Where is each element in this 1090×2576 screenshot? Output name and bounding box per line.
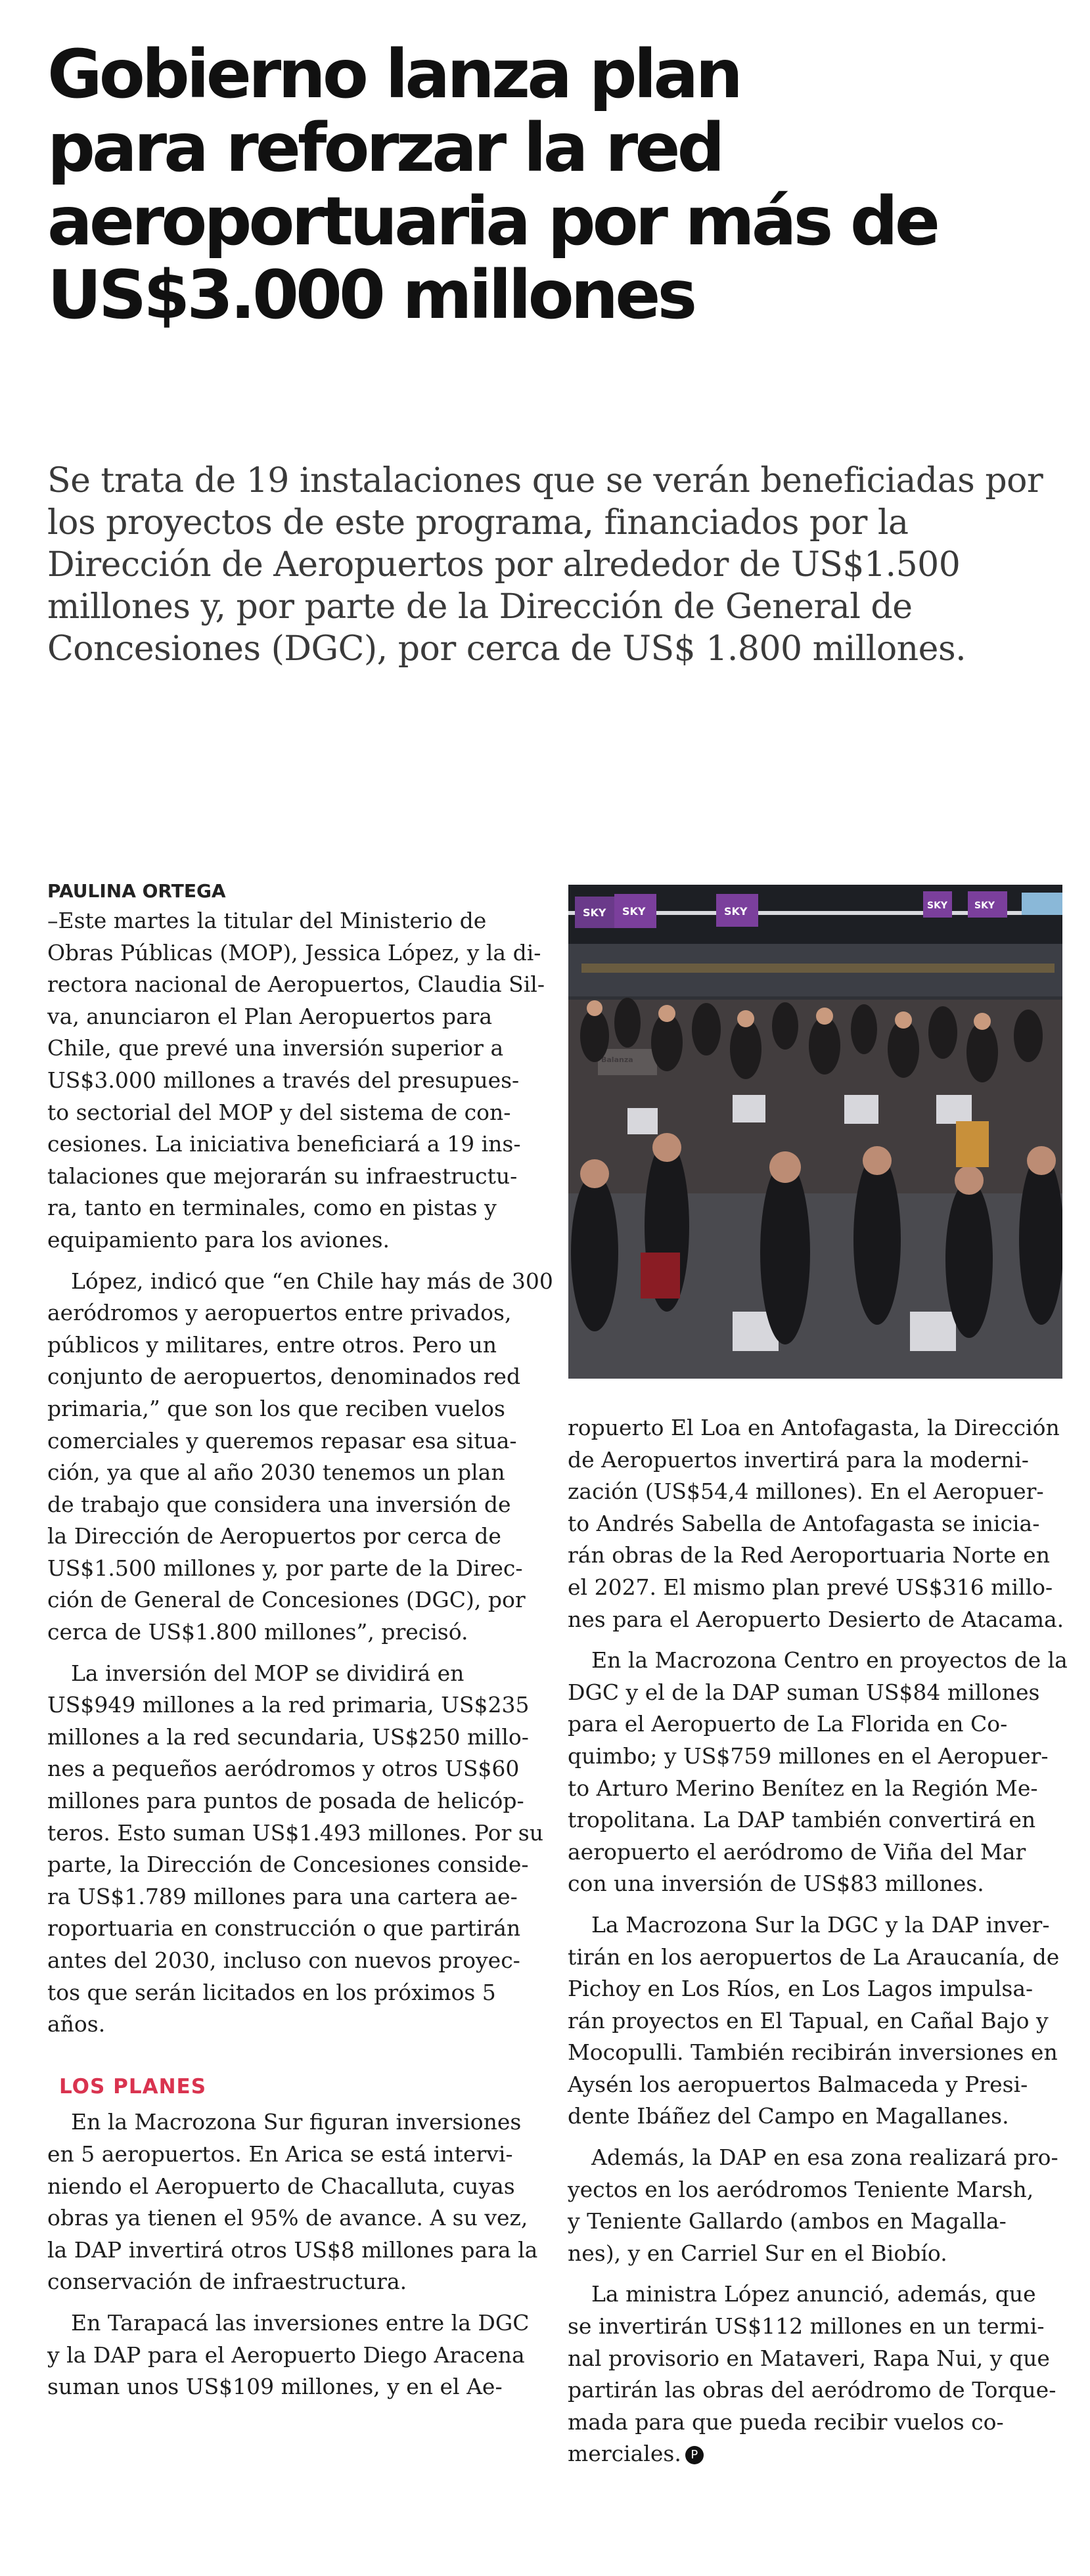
text-line: rán obras de la Red Aeroportuaria Norte en bbox=[568, 1542, 1050, 1568]
left-column bbox=[47, 905, 553, 2403]
text-line: rectora nacional de Aeropuertos, Claudia Sil- bbox=[47, 971, 545, 998]
text-line: va, anunciaron el Plan Aeropuertos para bbox=[47, 1003, 493, 1029]
text-line: rán proyectos en El Tapual, en Cañal Bajo y bbox=[568, 2007, 1049, 2033]
text-line-text: merciales. bbox=[568, 2441, 681, 2467]
text-line: Aysén los aeropuertos Balmaceda y Presi- bbox=[568, 2071, 1028, 2097]
text-line: Chile, que prevé una inversión superior a bbox=[47, 1035, 504, 1061]
text-line: quimbo; y US$759 millones en el Aeropuer- bbox=[568, 1743, 1049, 1769]
text-line-last bbox=[568, 2438, 1067, 2470]
text-line: y Teniente Gallardo (ambos en Magalla- bbox=[568, 2208, 1007, 2234]
paragraph bbox=[568, 1412, 1067, 1635]
text-line: con una inversión de US$83 millones. bbox=[568, 1871, 984, 1897]
text-line: nal provisorio en Mataveri, Rapa Nui, y que bbox=[568, 2345, 1050, 2371]
airport-terminal-illustration bbox=[568, 885, 1062, 1379]
text-line: aeropuerto el aeródromo de Viña del Mar bbox=[568, 1838, 1026, 1865]
text-line: Pichoy en Los Ríos, en Los Lagos impulsa- bbox=[568, 1976, 1033, 2002]
text-line: primaria,” que son los que reciben vuelos bbox=[47, 1395, 505, 1421]
paragraph bbox=[47, 2307, 547, 2403]
text-line: se invertirán US$112 millones en un termi- bbox=[568, 2313, 1045, 2340]
text-line: niendo el Aeropuerto de Chacalluta, cuyas bbox=[47, 2173, 515, 2199]
sign-text: SKY bbox=[724, 905, 748, 918]
text-line: Además, la DAP en esa zona realizará pro- bbox=[591, 2144, 1058, 2171]
text-line: to sectorial del MOP y del sistema de con- bbox=[47, 1099, 511, 1125]
text-line: públicos y militares, entre otros. Pero un bbox=[47, 1331, 497, 1358]
text-line: US$1.500 millones y, por parte de la Direc- bbox=[47, 1555, 523, 1581]
text-line: de trabajo que considera una inversión de bbox=[47, 1491, 511, 1517]
text-line: antes del 2030, incluso con nuevos proyec- bbox=[47, 1947, 520, 1973]
text-line: ción, ya que al año 2030 tenemos un plan bbox=[47, 1459, 505, 1486]
text-line: En la Macrozona Sur figuran inversiones bbox=[71, 2109, 522, 2135]
headline-line: Gobierno lanza plan bbox=[47, 35, 740, 114]
paragraph bbox=[47, 905, 547, 1256]
text-line: años. bbox=[47, 2011, 106, 2037]
text-line: cesiones. La iniciativa beneficiará a 19 ins- bbox=[47, 1131, 521, 1157]
paragraph bbox=[568, 2142, 1067, 2269]
text-line: –Este martes la titular del Ministerio de bbox=[47, 908, 487, 933]
sign-text: SKY bbox=[927, 900, 948, 911]
text-line: talaciones que mejorarán su infraestructu- bbox=[47, 1163, 518, 1189]
right-column bbox=[568, 1412, 1067, 2470]
text-line: conjunto de aeropuertos, denominados red bbox=[47, 1364, 521, 1390]
byline: PAULINA ORTEGA bbox=[47, 880, 226, 902]
text-line: ra, tanto en terminales, como en pistas y bbox=[47, 1195, 497, 1221]
text-line: to Arturo Merino Benítez en la Región Me- bbox=[568, 1775, 1038, 1801]
text-line: equipamiento para los aviones. bbox=[47, 1226, 390, 1253]
paragraph bbox=[47, 2106, 547, 2298]
text-line: y la DAP para el Aeropuerto Diego Aracena bbox=[47, 2342, 525, 2368]
text-line: nes para el Aeropuerto Desierto de Atacama. bbox=[568, 1606, 1064, 1632]
text-line: el 2027. El mismo plan prevé US$316 millo- bbox=[568, 1574, 1053, 1600]
paragraph bbox=[47, 1266, 553, 1649]
text-line: La Macrozona Sur la DGC y la DAP inver- bbox=[591, 1911, 1050, 1938]
text-line: nes), y en Carriel Sur en el Biobío. bbox=[568, 2240, 947, 2266]
text-line: Obras Públicas (MOP), Jessica López, y la di- bbox=[47, 939, 541, 966]
text-line: mada para que pueda recibir vuelos co- bbox=[568, 2409, 1004, 2435]
airport-terminal-photo bbox=[568, 885, 1062, 1379]
text-line: en 5 aeropuertos. En Arica se está intervi- bbox=[47, 2141, 513, 2167]
text-line: cerca de US$1.800 millones”, precisó. bbox=[47, 1619, 468, 1645]
text-line: nes a pequeños aeródromos y otros US$60 bbox=[47, 1756, 520, 1782]
text-line: aeródromos y aeropuertos entre privados, bbox=[47, 1300, 512, 1326]
text-line: tirán en los aeropuertos de La Araucanía, de bbox=[568, 1943, 1060, 1970]
text-line: la Dirección de Aeropuertos por cerca de bbox=[47, 1523, 501, 1549]
paragraph bbox=[568, 1645, 1067, 1900]
headline bbox=[47, 35, 1059, 334]
text-line: zación (US$54,4 millones). En el Aeropuer- bbox=[568, 1478, 1044, 1505]
text-line: La ministra López anunció, además, que bbox=[591, 2281, 1036, 2307]
deck-line: millones y, por parte de la Dirección de General de bbox=[47, 587, 913, 627]
text-line: comerciales y queremos repasar esa situa- bbox=[47, 1427, 517, 1454]
deck-line: Dirección de Aeropuertos por alrededor de US$1.500 bbox=[47, 545, 961, 585]
text-line: para el Aeropuerto de La Florida en Co- bbox=[568, 1711, 1008, 1737]
text-line: Mocopulli. También recibirán inversiones en bbox=[568, 2039, 1058, 2066]
text-line: ción de General de Concesiones (DGC), por bbox=[47, 1587, 526, 1613]
text-line: millones para puntos de posada de helicóp- bbox=[47, 1788, 524, 1814]
text-line: partirán las obras del aeródromo de Torque- bbox=[568, 2377, 1056, 2403]
deck-line: Concesiones (DGC), por cerca de US$ 1.800 millones. bbox=[47, 629, 966, 669]
section-subhead: LOS PLANES bbox=[59, 2074, 207, 2099]
text-line: ra US$1.789 millones para una cartera ae- bbox=[47, 1883, 518, 1909]
end-mark-icon: P bbox=[685, 2446, 704, 2464]
text-line: parte, la Dirección de Concesiones conside- bbox=[47, 1852, 529, 1878]
text-line: to Andrés Sabella de Antofagasta se inicia- bbox=[568, 1510, 1040, 1536]
text-line: suman unos US$109 millones, y en el Ae- bbox=[47, 2374, 503, 2400]
text-line: López, indicó que “en Chile hay más de 300 bbox=[71, 1268, 553, 1294]
paragraph bbox=[568, 2278, 1067, 2470]
headline-line: para reforzar la red bbox=[47, 109, 722, 187]
text-line: DGC y el de la DAP suman US$84 millones bbox=[568, 1679, 1040, 1705]
sign-text: SKY bbox=[974, 900, 995, 911]
text-line: la DAP invertirá otros US$8 millones para la bbox=[47, 2236, 538, 2263]
text-line: yectos en los aeródromos Teniente Marsh, bbox=[568, 2176, 1034, 2202]
text-line: US$949 millones a la red primaria, US$235 bbox=[47, 1692, 530, 1718]
text-line: En la Macrozona Centro en proyectos de la bbox=[591, 1647, 1068, 1674]
headline-line: aeroportuaria por más de bbox=[47, 183, 938, 261]
deck-line: los proyectos de este programa, financiados por la bbox=[47, 503, 909, 543]
headline-line: US$3.000 millones bbox=[47, 256, 694, 334]
text-line: obras ya tienen el 95% de avance. A su vez, bbox=[47, 2205, 528, 2231]
sign-text: SKY bbox=[583, 906, 606, 919]
text-line: millones a la red secundaria, US$250 millo- bbox=[47, 1723, 529, 1750]
paragraph bbox=[47, 1658, 547, 2041]
text-line: ropuerto El Loa en Antofagasta, la Dirección bbox=[568, 1415, 1060, 1440]
deck-summary bbox=[47, 460, 1072, 670]
sign-text: SKY bbox=[622, 905, 646, 918]
text-line: dente Ibáñez del Campo en Magallanes. bbox=[568, 2103, 1009, 2129]
text-line: de Aeropuertos invertirá para la moderni- bbox=[568, 1446, 1029, 1473]
paragraph bbox=[568, 1909, 1067, 2133]
text-line: US$3.000 millones a través del presupues- bbox=[47, 1067, 520, 1093]
deck-line: Se trata de 19 instalaciones que se verán beneficiadas por bbox=[47, 461, 1043, 500]
text-line: roportuaria en construcción o que partirán bbox=[47, 1915, 521, 1942]
text-line: La inversión del MOP se dividirá en bbox=[71, 1660, 465, 1686]
text-line: En Tarapacá las inversiones entre la DGC bbox=[71, 2309, 530, 2336]
text-line: tropolitana. La DAP también convertirá en bbox=[568, 1807, 1036, 1833]
text-line: teros. Esto suman US$1.493 millones. Por su bbox=[47, 1819, 543, 1846]
text-line: tos que serán licitados en los próximos 5 bbox=[47, 1979, 496, 2005]
text-line: conservación de infraestructura. bbox=[47, 2269, 407, 2295]
